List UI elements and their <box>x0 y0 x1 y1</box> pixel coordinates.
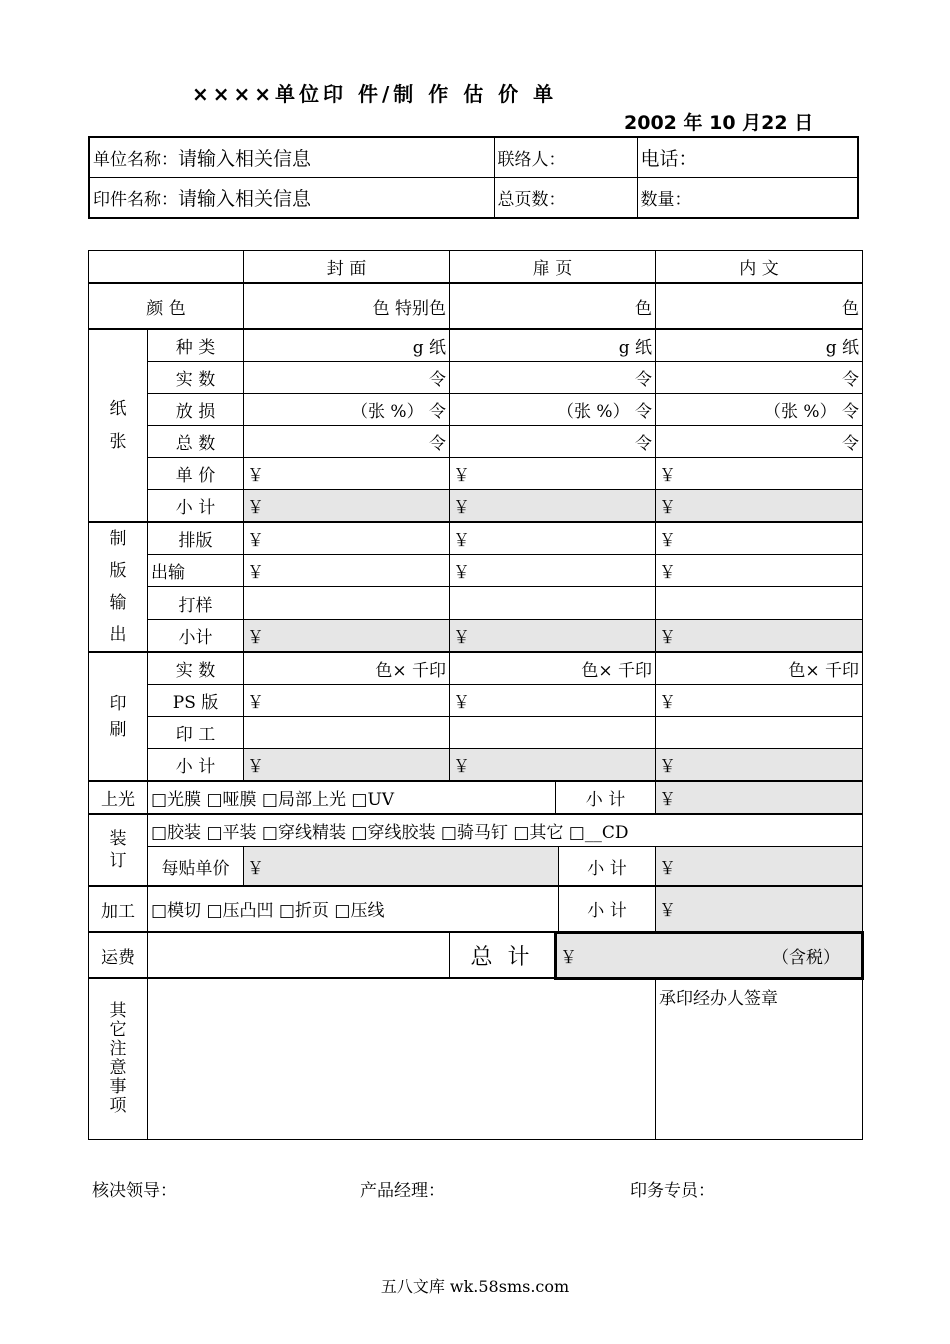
output-fly[interactable]: ￥ <box>450 555 656 587</box>
printing-subtotal-cover: ￥ <box>244 749 450 782</box>
info-table <box>88 136 859 219</box>
paper-total-fly[interactable]: 令 <box>450 426 656 458</box>
paper-price-fly[interactable]: ￥ <box>450 458 656 490</box>
typesetting-inner[interactable]: ￥ <box>656 522 863 555</box>
paper-waste-inner[interactable]: （张 %） 令 <box>656 394 863 426</box>
paper-subtotal-inner: ￥ <box>656 490 863 523</box>
form-title: ××××单位印 件/制 作 估 价 单 <box>192 82 558 106</box>
prepress-subtotal-cover: ￥ <box>244 619 450 652</box>
proof-fly[interactable] <box>450 587 656 619</box>
paper-waste-cover[interactable]: （张 %） 令 <box>244 394 450 426</box>
printing-section-label: 印 刷 <box>89 652 148 781</box>
column-header-cover: 封 面 <box>244 251 450 284</box>
labor-fly[interactable] <box>450 717 656 749</box>
paper-actual-inner[interactable]: 令 <box>656 362 863 394</box>
paper-subtotal-cover: ￥ <box>244 490 450 523</box>
paper-row-label: 实 数 <box>148 362 244 394</box>
corner-cell <box>89 251 244 284</box>
output-inner[interactable]: ￥ <box>656 555 863 587</box>
output-cover[interactable]: ￥ <box>244 555 450 587</box>
binding-options[interactable]: □胶装 □平装 □穿线精装 □穿线胶装 □骑马钉 □其它 □__CD <box>148 814 863 847</box>
unit-name-value[interactable]: 请输入相关信息 <box>178 148 312 170</box>
printing-subtotal-fly: ￥ <box>450 749 656 782</box>
paper-type-inner[interactable]: g 纸 <box>656 329 863 362</box>
shipping-label: 运费 <box>89 932 148 978</box>
tax-note: （含税） <box>772 947 840 968</box>
print-run-cover[interactable]: 色× 千印 <box>244 652 450 685</box>
total-value-cell <box>556 932 863 978</box>
paper-type-fly[interactable]: g 纸 <box>450 329 656 362</box>
contact-cell[interactable] <box>494 137 637 178</box>
notes-section-label: 其 它 注 意 事 项 <box>89 978 148 1140</box>
paper-waste-fly[interactable]: （张 %） 令 <box>450 394 656 426</box>
paper-row-label: 总 数 <box>148 426 244 458</box>
quantity-label: 数量： <box>640 190 692 210</box>
notes-area[interactable] <box>148 978 656 1140</box>
binding-section-label: 装 订 <box>89 814 148 886</box>
paper-total-inner[interactable]: 令 <box>656 426 863 458</box>
color-inner[interactable]: 色 <box>656 283 863 329</box>
ps-plate-cover[interactable]: ￥ <box>244 685 450 717</box>
paper-type-cover[interactable]: g 纸 <box>244 329 450 362</box>
paper-price-inner[interactable]: ￥ <box>656 458 863 490</box>
ps-plate-inner[interactable]: ￥ <box>656 685 863 717</box>
shipping-value[interactable] <box>148 932 450 978</box>
printing-row-label: 小 计 <box>148 749 244 782</box>
color-cover[interactable]: 色 特别色 <box>244 283 450 329</box>
contact-label: 联络人： <box>497 150 566 170</box>
proof-cover[interactable] <box>244 587 450 619</box>
phone-label: 电话： <box>640 148 698 170</box>
printing-subtotal-inner: ￥ <box>656 749 863 782</box>
ps-plate-fly[interactable]: ￥ <box>450 685 656 717</box>
paper-row-label: 放 损 <box>148 394 244 426</box>
labor-cover[interactable] <box>244 717 450 749</box>
paper-row-label: 种 类 <box>148 329 244 362</box>
labor-inner[interactable] <box>656 717 863 749</box>
prepress-section-label: 制 版 输 出 <box>89 522 148 652</box>
binding-unit-price[interactable]: ￥ <box>244 847 559 887</box>
processing-subtotal-label: 小 计 <box>559 886 656 932</box>
item-name-label: 印件名称： <box>93 190 178 210</box>
print-run-inner[interactable]: 色× 千印 <box>656 652 863 685</box>
coating-subtotal-label: 小 计 <box>556 781 656 814</box>
phone-cell[interactable] <box>637 137 858 178</box>
binding-subtotal-label: 小 计 <box>559 847 656 887</box>
paper-row-label: 小 计 <box>148 490 244 523</box>
typesetting-fly[interactable]: ￥ <box>450 522 656 555</box>
processing-label: 加工 <box>89 886 148 932</box>
coating-options[interactable]: □光膜 □哑膜 □局部上光 □UV <box>148 781 556 814</box>
binding-unit-price-label: 每贴单价 <box>148 847 244 887</box>
pages-label: 总页数： <box>497 190 566 210</box>
printing-row-label: 实 数 <box>148 652 244 685</box>
color-label: 颜 色 <box>89 283 244 329</box>
binding-subtotal: ￥ <box>656 847 863 887</box>
estimate-table <box>88 250 864 1140</box>
proof-inner[interactable] <box>656 587 863 619</box>
print-run-fly[interactable]: 色× 千印 <box>450 652 656 685</box>
column-header-fly: 扉 页 <box>450 251 656 284</box>
item-name-value[interactable]: 请输入相关信息 <box>178 188 312 210</box>
signature-label: 承印经办人签章 <box>659 988 778 1009</box>
paper-price-cover[interactable]: ￥ <box>244 458 450 490</box>
form-date: 2002 年 10 月22 日 <box>624 112 814 134</box>
coating-subtotal: ￥ <box>656 781 863 814</box>
unit-name-label: 单位名称： <box>93 150 178 170</box>
paper-section-label: 纸 张 <box>89 329 148 522</box>
print-staff-label: 印务专员： <box>630 1181 715 1201</box>
prepress-subtotal-inner: ￥ <box>656 619 863 652</box>
signature-cell[interactable] <box>656 978 863 1140</box>
prepress-row-label: 小计 <box>148 619 244 652</box>
approver-label: 核决领导： <box>92 1181 177 1201</box>
prepress-row-label: 出输 <box>148 555 244 587</box>
paper-actual-fly[interactable]: 令 <box>450 362 656 394</box>
printing-row-label: 印 工 <box>148 717 244 749</box>
color-fly[interactable]: 色 <box>450 283 656 329</box>
total-value: ￥ <box>560 947 577 968</box>
quantity-cell[interactable] <box>637 178 858 219</box>
paper-row-label: 单 价 <box>148 458 244 490</box>
paper-actual-cover[interactable]: 令 <box>244 362 450 394</box>
prepress-row-label: 排版 <box>148 522 244 555</box>
typesetting-cover[interactable]: ￥ <box>244 522 450 555</box>
unit-name-cell[interactable] <box>89 137 494 178</box>
coating-label: 上光 <box>89 781 148 814</box>
total-label: 总 计 <box>450 932 556 978</box>
item-name-cell[interactable] <box>89 178 494 219</box>
pages-cell[interactable] <box>494 178 637 219</box>
column-header-inner: 内 文 <box>656 251 863 284</box>
printing-row-label: PS 版 <box>148 685 244 717</box>
prepress-subtotal-fly: ￥ <box>450 619 656 652</box>
prepress-row-label: 打样 <box>148 587 244 619</box>
product-manager-label: 产品经理： <box>360 1181 445 1201</box>
paper-total-cover[interactable]: 令 <box>244 426 450 458</box>
processing-options[interactable]: □模切 □压凸凹 □折页 □压线 <box>148 886 559 932</box>
paper-subtotal-fly: ￥ <box>450 490 656 523</box>
processing-subtotal: ￥ <box>656 886 863 932</box>
source-watermark: 五八文库 wk.58sms.com <box>380 1277 570 1296</box>
